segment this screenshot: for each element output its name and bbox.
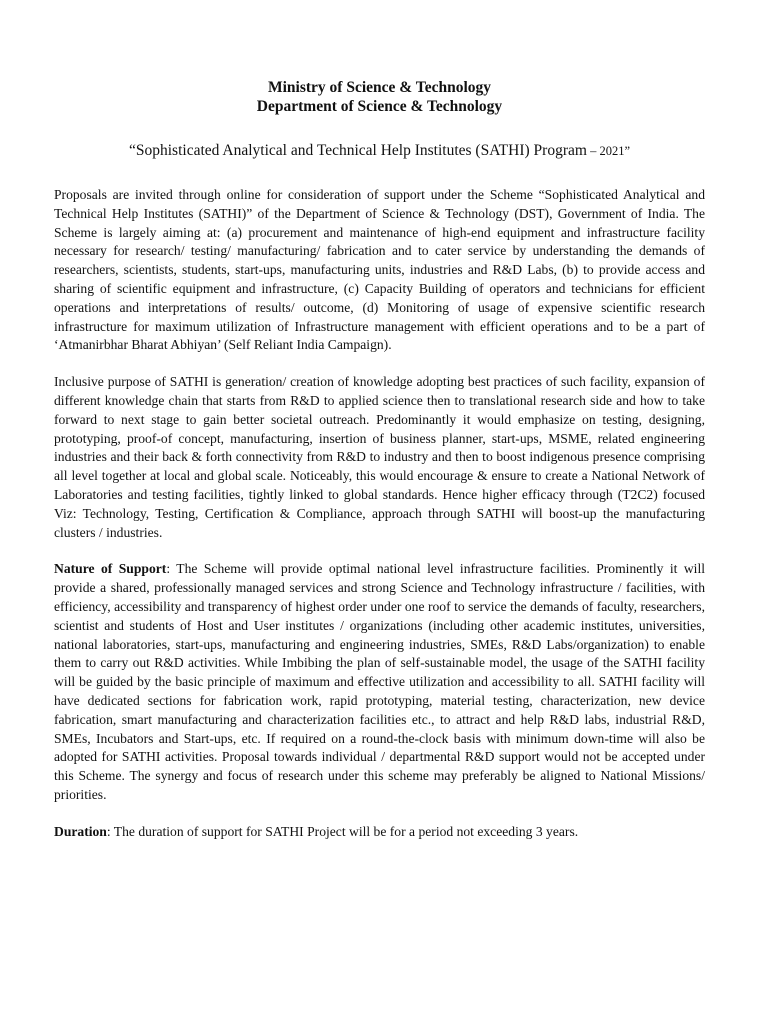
duration-label: Duration bbox=[54, 823, 107, 839]
support-paragraph bbox=[54, 560, 705, 804]
program-title-year: – 2021” bbox=[586, 144, 630, 158]
program-title bbox=[54, 141, 705, 161]
support-text: : The Scheme will provide optimal national level infrastructure facilities. Prominently it will provide a shared, professionally managed services and strong Science and Technology infrastructure / facilities, with efficiency, accessibility and transparency of highest order under one roof to service the demands of faculty, researchers, scientist and students of Host and User institutes / organizations (including other academic institutes, universities, national laboratories, start-ups, manufacturing and engineering industries, SMEs, R&D Labs/organization) to enable them to carry out R&D activities. While Imbibing the plan of self-sustainable model, the usage of the SATHI facility will be guided by the basic principle of maximum and effective utilization and accessibility to all. SATHI facility will have dedicated sections for fabrication work, rapid prototyping, material testing, characterization, new device fabrication, smart manufacturing and characterization facilities etc., to attract and help R&D labs, industrial R&D, SMEs, Incubators and Start-ups, etc. If required on a round-the-clock basis with minimum down-time will also be adopted for SATHI activities. Proposal towards individual / departmental R&D support would not be accepted under this Scheme. The synergy and focus of research under this scheme may preferably be aligned to National Missions/ priorities. bbox=[54, 561, 706, 802]
program-title-main: “Sophisticated Analytical and Technical Help Institutes (SATHI) Program bbox=[129, 142, 587, 159]
department-heading: Department of Science & Technology bbox=[256, 98, 503, 115]
duration-paragraph bbox=[54, 823, 705, 842]
ministry-heading: Ministry of Science & Technology bbox=[267, 79, 492, 96]
purpose-paragraph: Inclusive purpose of SATHI is generation/ creation of knowledge adopting best practices of such facility, expansion of different knowledge chain that starts from R&D to applied science then to translational research side and how to take forward to next stage to gain better societal outreach. Predominantly it would emphasize on testing, designing, prototyping, proof-of concept, manufacturing, insertion of business planner, start-ups, MSME, related engineering industries and their back & forth connectivity from R&D to industry and then to boost indigenous presence comprising all level together at local and global scale. Noticeably, this would encourage & ensure to create a National Network of Laboratories and testing facilities, tightly linked to global standards. Hence higher efficacy through (T2C2) focused Viz: Technology, Testing, Certification & Compliance, approach through SATHI will boost-up the manufacturing clusters / industries. bbox=[54, 374, 705, 540]
duration-text: : The duration of support for SATHI Project will be for a period not exceeding 3 years. bbox=[106, 823, 579, 839]
document-page bbox=[54, 78, 705, 842]
intro-paragraph: Proposals are invited through online for consideration of support under the Scheme “Sophisticated Analytical and Technical Help Institutes (SATHI)” of the Department of Science & Technology (DST), Government of India. The Scheme is largely aiming at: (a) procurement and maintenance of high-end equipment and infrastructure facility necessary for research/ testing/ manufacturing/ fabrication and to cater service by understanding the demands of researchers, scientists, students, start-ups, manufacturing units, industries and R&D Labs, (b) to provide access and sharing of scientific equipment and infrastructure, (c) Capacity Building of operators and technicians for efficient operations and interpretations of results/ outcome, (d) Monitoring of usage of expensive scientific research infrastructure for maximum utilization of Infrastructure management with efficient operations and to be a part of ‘Atmanirbhar Bharat Abhiyan’ (Self Reliant India Campaign). bbox=[54, 187, 705, 353]
support-label: Nature of Support bbox=[54, 561, 167, 577]
